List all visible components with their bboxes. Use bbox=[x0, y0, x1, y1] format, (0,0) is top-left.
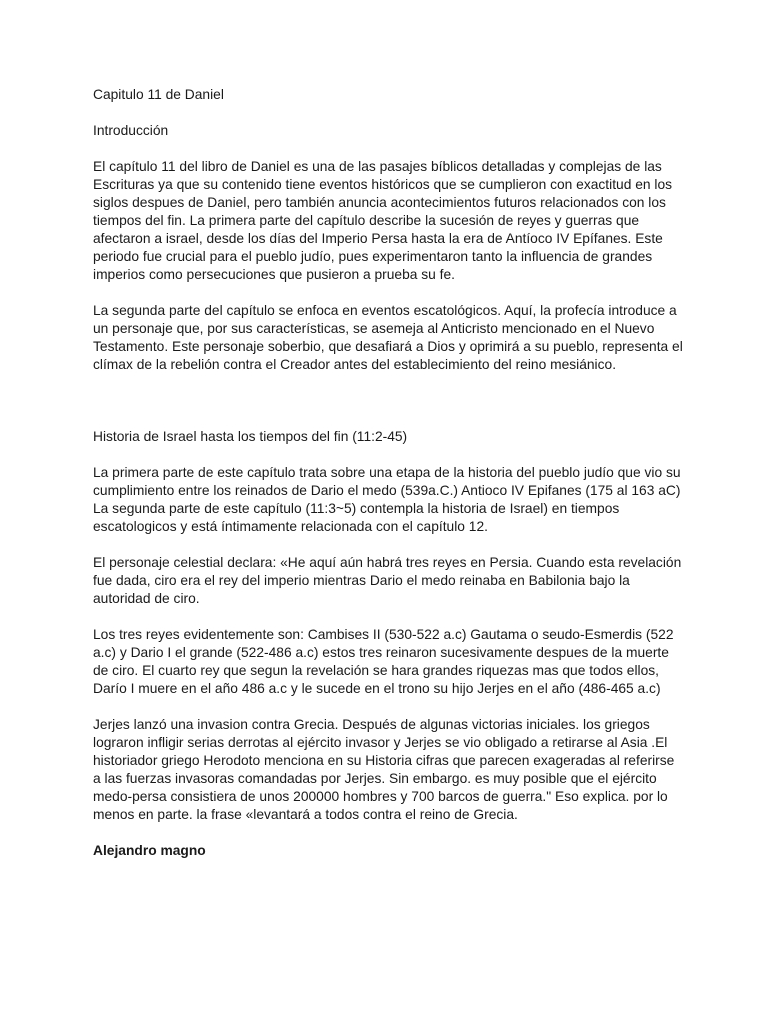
document-body bbox=[93, 86, 683, 878]
intro-paragraph-2: La segunda parte del capítulo se enfoca en eventos escatológicos. Aquí, la profecía introduce a un personaje que, por sus características, se asemeja al Anticristo mencionado en el Nuevo Testamento. Este personaje soberbio, que desafiará a Dios y oprimirá a su pueblo, representa el clímax de la rebelión contra el Creador antes del establecimiento del reino mesiánico. bbox=[93, 303, 683, 372]
alexander-heading: Alejandro magno bbox=[93, 843, 206, 858]
history-paragraph-1: La primera parte de este capítulo trata sobre una etapa de la historia del pueblo judío que vio su cumplimiento entre los reinados de Dario el medo (539a.C.) Antioco IV Epifanes (175 al 163 aC) bbox=[93, 465, 681, 498]
history-paragraph-5: Jerjes lanzó una invasion contra Grecia. Después de algunas victorias iniciales. los griegos lograron infligir serias derrotas al ejército invasor y Jerjes se vio obligado a retirarse al Asia .El historiador griego Herodoto menciona en su Historia cifras que parecen exageradas al referirse a las fuerzas invasoras comandadas por Jerjes. Sin embargo. es muy posible que el ejército medo-persa consistiera de unos 200000 hombres y 700 barcos de guerra." Eso explica. por lo menos en parte. la frase «levantará a todos contra el reino de Grecia. bbox=[93, 717, 675, 822]
document-title: Capitulo 11 de Daniel bbox=[93, 87, 224, 102]
section-spacer bbox=[93, 392, 683, 428]
history-heading: Historia de Israel hasta los tiempos del fin (11:2-45) bbox=[93, 429, 408, 444]
history-paragraph-3: El personaje celestial declara: «He aquí aún habrá tres reyes en Persia. Cuando esta revelación fue dada, ciro era el rey del imperio mientras Dario el medo reinaba en Babilonia bajo la autoridad de ciro. bbox=[93, 555, 682, 606]
history-paragraph-4: Los tres reyes evidentemente son: Cambises II (530-522 a.c) Gautama o seudo-Esmerdis (522 a.c) y Dario I el grande (522-486 a.c) estos tres reinaron sucesivamente despues de la muerte de ciro. El cuarto rey que segun la revelación se hara grandes riquezas mas que todos ellos, Darío I muere en el año 486 a.c y le sucede en el trono su hijo Jerjes en el año (486-465 a.c) bbox=[93, 627, 674, 696]
intro-paragraph-1: El capítulo 11 del libro de Daniel es una de las pasajes bíblicos detalladas y complejas de las Escrituras ya que su contenido tiene eventos históricos que se cumplieron con exactitud en los siglos despues de Daniel, pero también anuncia acontecimientos futuros relacionados con los tiempos del fin. La primera parte del capítulo describe la sucesión de reyes y guerras que afectaron a israel, desde los días del Imperio Persa hasta la era de Antíoco IV Epífanes. Este periodo fue crucial para el pueblo judío, pues experimentaron tanto la influencia de grandes imperios como persecuciones que pusieron a prueba su fe. bbox=[93, 159, 673, 282]
history-paragraph-2: La segunda parte de este capítulo (11:3~5) contempla la historia de Israel) en tiempos escatologicos y está íntimamente relacionada con el capítulo 12. bbox=[93, 501, 620, 534]
intro-heading: Introducción bbox=[93, 123, 169, 138]
